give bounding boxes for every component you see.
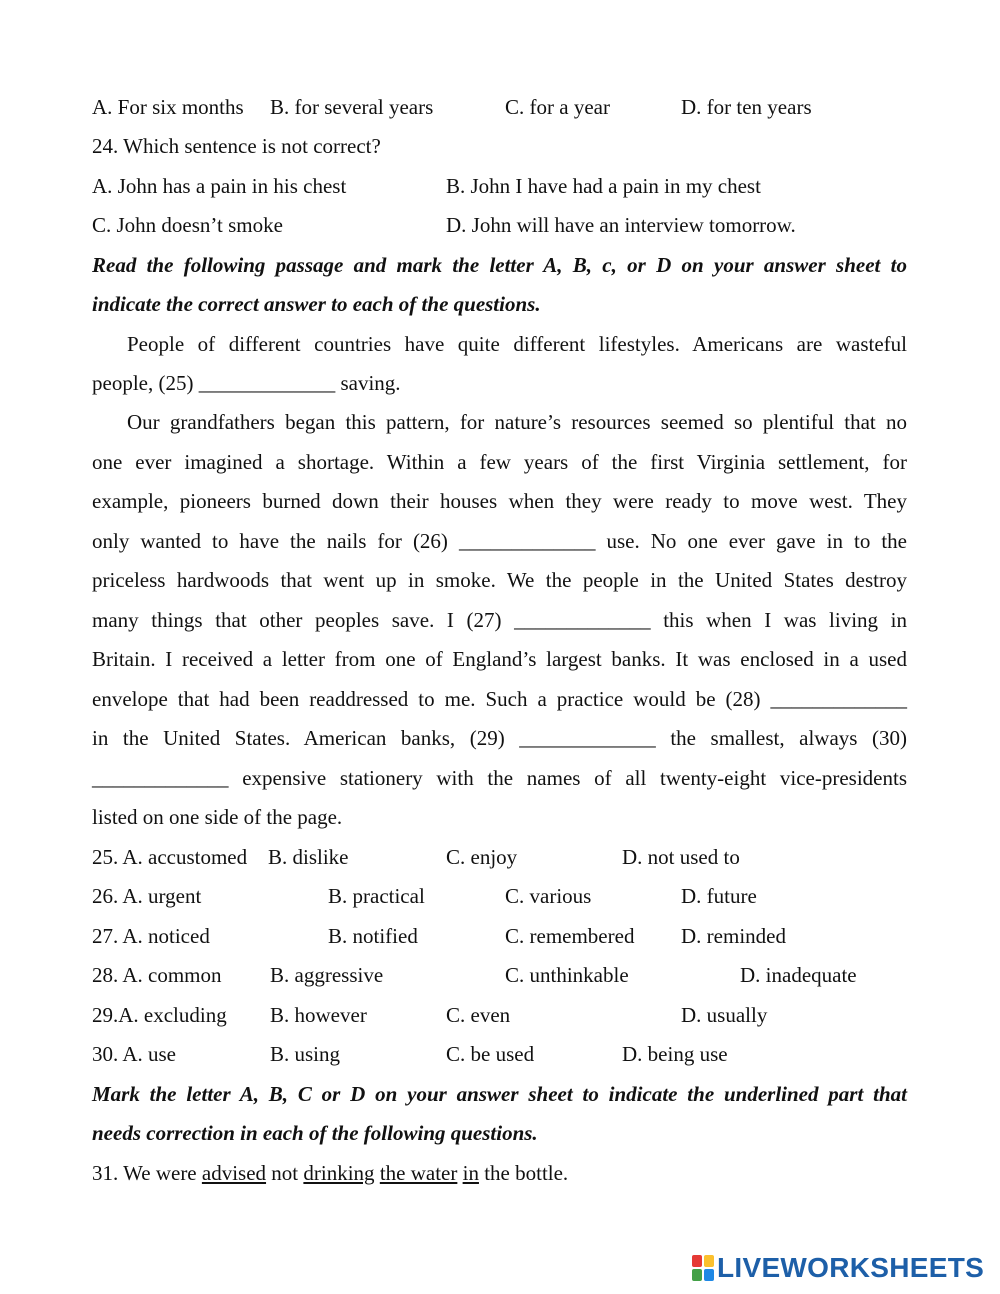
reading-instruction-line1: Read the following passage and mark the letter A, B, c, or D on your answer sheet to	[92, 253, 907, 277]
option-a: 26. A. urgent	[92, 884, 202, 908]
logo-mark-icon	[692, 1255, 714, 1281]
option-c: C. even	[446, 1003, 511, 1027]
passage-line: many things that other peoples save. I (27) _____________ this when I was living in	[92, 608, 907, 632]
option-a: 28. A. common	[92, 963, 222, 987]
q24-question: 24. Which sentence is not correct?	[92, 134, 381, 158]
option-b: B. practical	[328, 884, 425, 908]
logo-square	[692, 1255, 702, 1267]
passage-line: example, pioneers burned down their houses when they were ready to move west. They	[92, 489, 907, 513]
option-a: 27. A. noticed	[92, 924, 210, 948]
passage-last-line: listed on one side of the page.	[92, 805, 343, 829]
passage-line: only wanted to have the nails for (26) _____________ use. No one ever gave in to the	[92, 529, 907, 553]
option-a: 25. A. accustomed	[92, 845, 248, 869]
option-d: D. being use	[622, 1042, 728, 1066]
option-b: B. however	[270, 1003, 367, 1027]
option-d: D. usually	[681, 1003, 768, 1027]
q24-option-c: C. John doesn’t smoke	[92, 213, 283, 237]
passage-p1-line1: People of different countries have quite different lifestyles. Americans are wasteful	[127, 332, 907, 356]
passage-line: one ever imagined a shortage. Within a few years of the first Virginia settlement, for	[92, 450, 907, 474]
q31-underlined-b: drinking	[303, 1161, 375, 1185]
option-b: B. using	[270, 1042, 341, 1066]
q24-option-a: A. John has a pain in his chest	[92, 174, 347, 198]
option-d: D. inadequate	[740, 963, 857, 987]
option-d: D. reminded	[681, 924, 786, 948]
passage-line: Our grandfathers began this pattern, for nature’s resources seemed so plentiful that no	[127, 410, 907, 434]
logo-square	[704, 1269, 714, 1281]
option-b: B. dislike	[268, 845, 349, 869]
reading-instruction-line2: indicate the correct answer to each of the questions.	[92, 292, 541, 316]
q23-option-a: A. For six months	[92, 95, 244, 119]
error-instruction-line1: Mark the letter A, B, C or D on your answer sheet to indicate the underlined part that	[92, 1082, 907, 1106]
q31-text: the bottle.	[478, 1161, 569, 1185]
q31-text: 31. We were	[92, 1161, 202, 1185]
logo-square	[704, 1255, 714, 1267]
q23-option-c: C. for a year	[505, 95, 610, 119]
q24-option-b: B. John I have had a pain in my chest	[446, 174, 761, 198]
passage-line: Britain. I received a letter from one of England’s largest banks. It was enclosed in a used	[92, 647, 907, 671]
option-d: D. future	[681, 884, 757, 908]
logo-square	[692, 1269, 702, 1281]
q31-text: not	[266, 1161, 304, 1185]
option-c: C. remembered	[505, 924, 635, 948]
option-c: C. various	[505, 884, 592, 908]
liveworksheets-logo	[692, 1252, 984, 1284]
passage-line: in the United States. American banks, (29) _____________ the smallest, always (30)	[92, 726, 907, 750]
passage-p1-line2: people, (25) _____________ saving.	[92, 371, 401, 395]
q31-underlined-d: in	[462, 1161, 479, 1185]
q23-option-b: B. for several years	[270, 95, 434, 119]
option-a: 29.A. excluding	[92, 1003, 227, 1027]
q31-underlined-c: the water	[379, 1161, 458, 1185]
option-c: C. be used	[446, 1042, 535, 1066]
option-d: D. not used to	[622, 845, 740, 869]
option-c: C. unthinkable	[505, 963, 629, 987]
passage-line: envelope that had been readdressed to me. Such a practice would be (28) _____________	[92, 687, 907, 711]
option-b: B. notified	[328, 924, 418, 948]
option-a: 30. A. use	[92, 1042, 176, 1066]
option-b: B. aggressive	[270, 963, 384, 987]
q23-option-d: D. for ten years	[681, 95, 812, 119]
q31-sentence	[92, 1161, 568, 1185]
logo-text: LIVEWORKSHEETS	[717, 1252, 985, 1283]
option-c: C. enjoy	[446, 845, 518, 869]
error-instruction-line2: needs correction in each of the following questions.	[92, 1121, 538, 1145]
q31-underlined-a: advised	[201, 1161, 267, 1185]
q24-option-d: D. John will have an interview tomorrow.	[446, 213, 796, 237]
passage-line: priceless hardwoods that went up in smoke. We the people in the United States destroy	[92, 568, 907, 592]
passage-line: _____________ expensive stationery with the names of all twenty-eight vice-presidents	[92, 766, 907, 790]
